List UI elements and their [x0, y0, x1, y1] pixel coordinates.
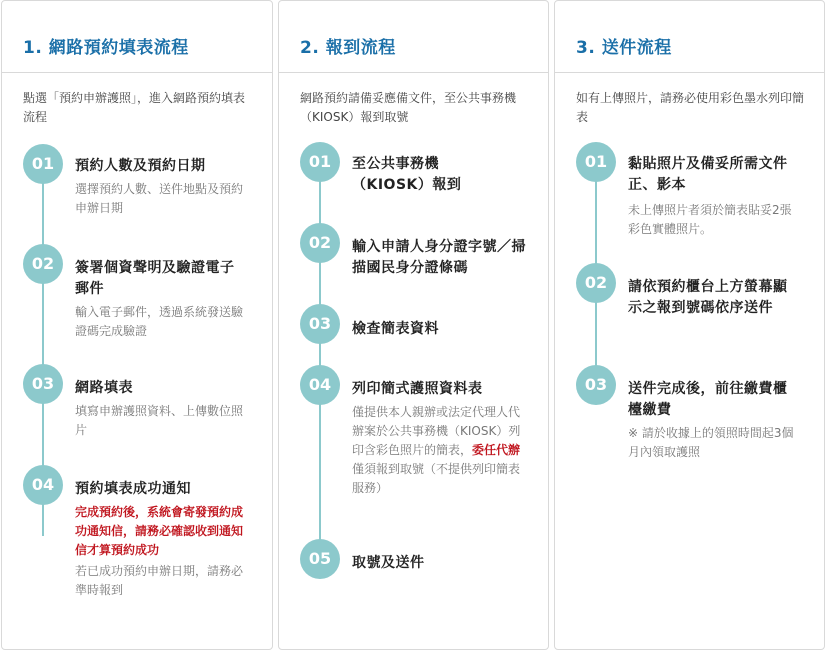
step-description: 未上傳照片者須於簡表貼妥2張彩色實體照片。	[628, 203, 792, 236]
divider	[279, 72, 548, 73]
step-number-badge: 01	[23, 144, 63, 184]
card-title: 3. 送件流程	[576, 38, 672, 58]
step-number-badge: 03	[300, 304, 340, 344]
divider	[2, 72, 272, 73]
step-number-badge: 05	[300, 539, 340, 579]
step-title: 網路填表	[75, 380, 133, 396]
step-description	[352, 403, 524, 498]
step-title: 列印簡式護照資料表	[352, 381, 483, 397]
step-title: 檢查簡表資料	[352, 321, 439, 337]
check-in-card	[278, 0, 549, 650]
step-number-badge: 02	[300, 223, 340, 263]
step-description-text: 僅提供本人親辦或法定代理人代辦案於公共事務機（KIOSK）列印含彩色照片的簡表，	[352, 405, 521, 457]
step-number-badge: 01	[576, 142, 616, 182]
step-title: 輸入申請人身分證字號／掃描國民身分證條碼	[352, 239, 526, 276]
step-number-badge: 03	[576, 365, 616, 405]
step-description: 輸入電子郵件，透過系統發送驗證碼完成驗證	[75, 305, 244, 338]
card-title: 1. 網路預約填表流程	[23, 38, 189, 58]
card-title: 2. 報到流程	[300, 38, 396, 58]
step-description-text: 僅須報到取號（不提供列印簡表服務）	[352, 462, 521, 495]
step-number-badge: 02	[23, 244, 63, 284]
card-intro: 如有上傳照片，請務必使用彩色墨水列印簡表	[576, 91, 805, 124]
step-title: 取號及送件	[352, 555, 425, 571]
card-intro: 網路預約請備妥應備文件，至公共事務機（KIOSK）報到取號	[300, 91, 517, 124]
submission-card	[554, 0, 825, 650]
entrusted-agent-notice: 委任代辦	[472, 443, 521, 457]
step-title: 簽署個資聲明及驗證電子郵件	[75, 260, 235, 297]
step-description: ※ 請於收據上的領照時間起3個月內領取護照	[628, 426, 794, 459]
online-booking-card	[1, 0, 273, 650]
divider	[555, 72, 824, 73]
step-number-badge: 04	[23, 465, 63, 505]
step-title: 請依預約櫃台上方螢幕顯示之報到號碼依序送件	[628, 279, 788, 316]
card-intro: 點選「預約申辦護照」，進入網路預約填表流程	[23, 91, 246, 124]
step-description: 選擇預約人數、送件地點及預約申辦日期	[75, 182, 244, 215]
step-title: 預約人數及預約日期	[75, 158, 206, 174]
step-number-badge: 02	[576, 263, 616, 303]
step-alert-text: 完成預約後，系統會寄發預約成功通知信，請務必確認收到通知信才算預約成功	[75, 505, 244, 557]
step-title: 送件完成後，前往繳費櫃檯繳費	[628, 381, 788, 418]
step-number-badge: 01	[300, 142, 340, 182]
step-description: 填寫申辦護照資料、上傳數位照片	[75, 404, 244, 437]
step-number-badge: 03	[23, 364, 63, 404]
step-number-badge: 04	[300, 365, 340, 405]
step-title: 預約填表成功通知	[75, 481, 191, 497]
step-title: 至公共事務機（KIOSK）報到	[352, 156, 462, 193]
step-title: 黏貼照片及備妥所需文件正、影本	[628, 156, 788, 193]
step-description: 若已成功預約申辦日期，請務必準時報到	[75, 564, 244, 597]
